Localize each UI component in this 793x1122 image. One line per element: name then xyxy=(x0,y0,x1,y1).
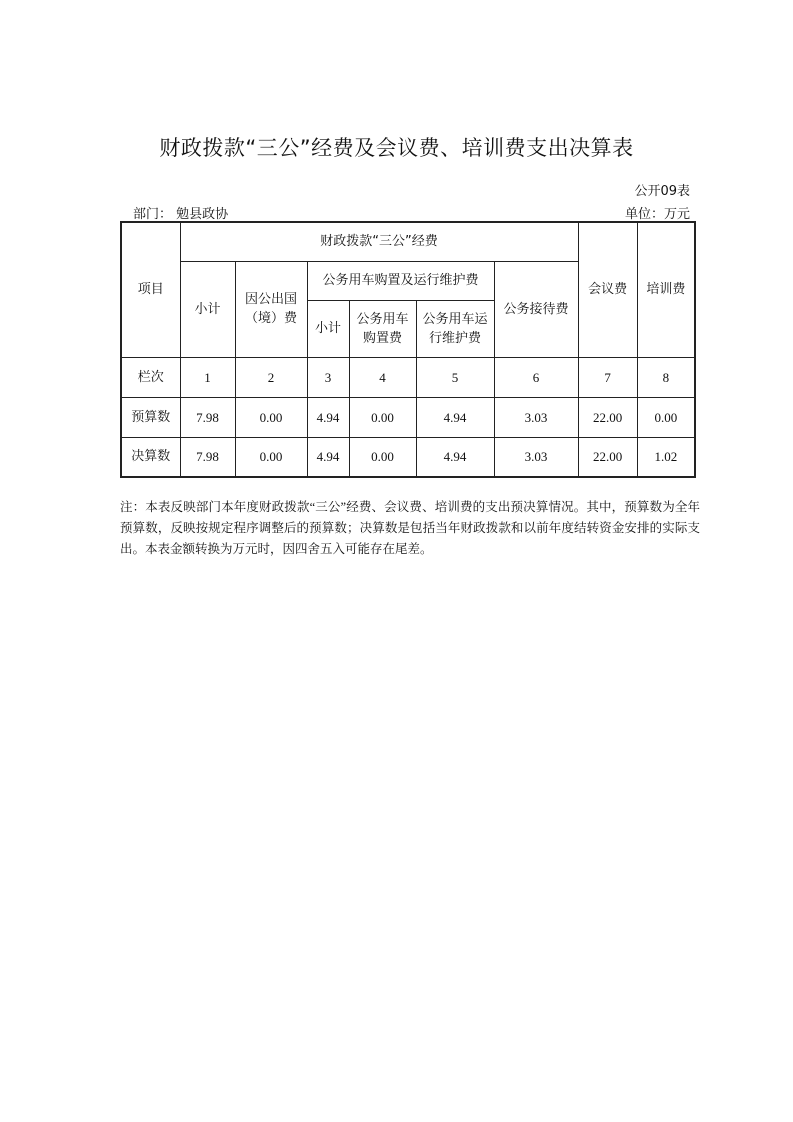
department-label: 部门： 勉县政协 xyxy=(133,207,229,222)
header-overseas-line2: （境）费 xyxy=(244,311,297,326)
table-cell: 0.00 xyxy=(637,397,695,437)
form-code: 公开09表 xyxy=(634,184,690,199)
expense-table xyxy=(120,221,696,478)
table-cell: 7 xyxy=(578,357,637,397)
table-cell: 1 xyxy=(180,357,235,397)
header-vehicle-subtotal: 小计 xyxy=(307,300,349,357)
header-training: 培训费 xyxy=(637,222,695,357)
table-cell: 4.94 xyxy=(416,397,494,437)
table-cell: 6 xyxy=(494,357,578,397)
table-cell: 4 xyxy=(349,357,416,397)
row-label: 栏次 xyxy=(121,357,180,397)
footnote: 注：本表反映部门本年度财政拨款“三公”经费、会议费、培训费的支出预决算情况。其中，预算数为全年预算数，反映按规定程序调整后的预算数；决算数是包括当年财政拨款和以前年度结转资金安排的实际支出。本表金额转换为万元时，因四舍五入可能存在尾差。 xyxy=(120,500,700,556)
table-cell: 0.00 xyxy=(349,437,416,477)
header-vehicle-operation-line2: 行维护费 xyxy=(428,330,481,346)
header-vehicle-purchase-line1: 公务用车 xyxy=(356,311,409,327)
unit-label: 单位：万元 xyxy=(624,207,690,222)
page-title: 财政拨款“三公”经费及会议费、培训费支出决算表 xyxy=(159,136,634,160)
header-overseas-line1: 因公出国 xyxy=(244,292,297,307)
header-three-public: 财政拨款“三公”经费 xyxy=(180,222,578,261)
header-item: 项目 xyxy=(121,222,180,357)
table-cell: 0.00 xyxy=(235,397,307,437)
table-cell: 1.02 xyxy=(637,437,695,477)
table-cell: 7.98 xyxy=(180,397,235,437)
table-cell: 5 xyxy=(416,357,494,397)
header-vehicle-purchase xyxy=(349,300,416,357)
table-cell: 3.03 xyxy=(494,437,578,477)
table-row xyxy=(121,437,695,477)
table-row xyxy=(121,397,695,437)
row-label: 决算数 xyxy=(121,437,180,477)
table-cell: 3 xyxy=(307,357,349,397)
table-cell: 3.03 xyxy=(494,397,578,437)
row-label: 预算数 xyxy=(121,397,180,437)
table-cell: 4.94 xyxy=(307,397,349,437)
header-overseas xyxy=(235,261,307,357)
header-vehicle-operation-line1: 公务用车运 xyxy=(422,311,488,327)
table-cell: 0.00 xyxy=(235,437,307,477)
table-cell: 2 xyxy=(235,357,307,397)
table-cell: 7.98 xyxy=(180,437,235,477)
header-subtotal: 小计 xyxy=(180,261,235,357)
table-cell: 4.94 xyxy=(307,437,349,477)
table-cell: 0.00 xyxy=(349,397,416,437)
table-cell: 22.00 xyxy=(578,437,637,477)
header-vehicle: 公务用车购置及运行维护费 xyxy=(307,261,494,300)
header-reception: 公务接待费 xyxy=(494,261,578,357)
table-cell: 4.94 xyxy=(416,437,494,477)
table-cell: 8 xyxy=(637,357,695,397)
header-vehicle-purchase-line2: 购置费 xyxy=(362,330,402,346)
header-vehicle-operation xyxy=(416,300,494,357)
table-cell: 22.00 xyxy=(578,397,637,437)
header-meeting: 会议费 xyxy=(578,222,637,357)
table-row xyxy=(121,357,695,397)
